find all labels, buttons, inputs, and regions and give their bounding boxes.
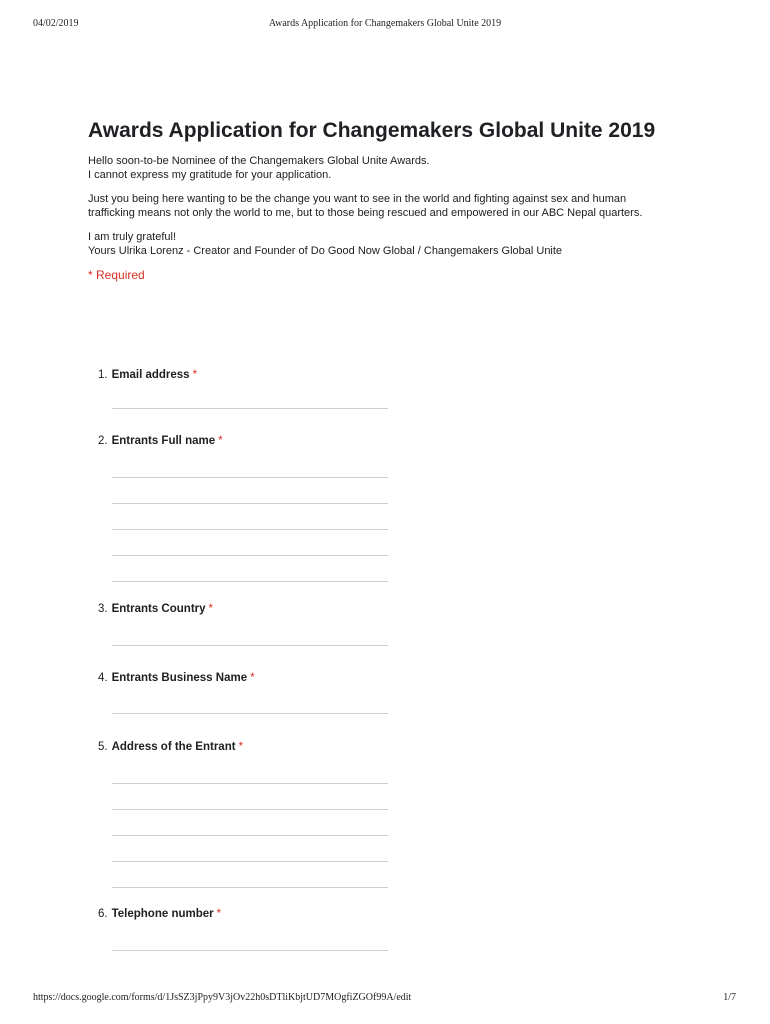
question-number: 4. — [98, 672, 108, 684]
country-input[interactable] — [112, 645, 388, 646]
telephone-input[interactable] — [112, 950, 388, 951]
question-text: Telephone number — [111, 908, 214, 920]
business-name-input[interactable] — [112, 713, 388, 714]
question-text: Entrants Country — [111, 603, 206, 615]
required-star: * — [218, 435, 223, 447]
print-title: Awards Application for Changemakers Global Unite 2019 — [268, 18, 502, 29]
required-star: * — [192, 369, 198, 381]
question-number: 6. — [98, 908, 108, 920]
full-name-textarea-line[interactable] — [112, 477, 388, 478]
form-header — [88, 118, 663, 282]
required-star: * — [208, 603, 213, 615]
description-paragraph: Just you being here wanting to be the change you want to see in the world and fighting against sex and human trafficking means not only the world to me, but to those being rescued and empowered in our ABC Nepal quarters. — [88, 193, 643, 219]
address-textarea-line[interactable] — [112, 809, 388, 810]
address-textarea-line[interactable] — [112, 835, 388, 836]
question-email — [98, 369, 398, 381]
page-number: 1/7 — [723, 992, 736, 1003]
question-label — [98, 603, 398, 615]
description-paragraph: I am truly grateful! Yours Ulrika Lorenz - Creator and Founder of Do Good Now Global / Changemakers Global Unite — [88, 231, 563, 257]
description-paragraph: Hello soon-to-be Nominee of the Changemakers Global Unite Awards. I cannot express my gratitude for your application. — [88, 155, 430, 181]
question-number: 2. — [98, 435, 108, 447]
required-note: * Required — [88, 268, 145, 282]
question-label — [98, 908, 398, 920]
address-textarea-line[interactable] — [112, 783, 388, 784]
question-label — [98, 672, 398, 684]
address-textarea-line[interactable] — [112, 861, 388, 862]
form-description — [88, 154, 663, 258]
question-number: 5. — [98, 741, 108, 753]
question-number: 1. — [98, 369, 108, 381]
question-full-name — [98, 435, 398, 447]
full-name-textarea-line[interactable] — [112, 581, 388, 582]
required-star: * — [216, 908, 222, 920]
email-input[interactable] — [112, 408, 388, 409]
question-label — [98, 741, 398, 753]
form-title: Awards Application for Changemakers Global Unite 2019 — [88, 119, 656, 142]
question-country — [98, 603, 398, 615]
question-number: 3. — [98, 603, 108, 615]
required-star: * — [238, 741, 244, 753]
question-label — [98, 369, 398, 381]
print-url: https://docs.google.com/forms/d/1JsSZ3jPpy9V3jOv22h0sDTliKbjtUD7MOgfiZGOf99A/edit — [33, 992, 412, 1003]
full-name-textarea-line[interactable] — [112, 555, 388, 556]
full-name-textarea-line[interactable] — [112, 503, 388, 504]
question-label — [98, 435, 398, 447]
question-text: Email address — [111, 369, 190, 381]
question-business-name — [98, 672, 398, 684]
required-star: * — [250, 672, 255, 684]
question-telephone — [98, 908, 398, 920]
full-name-textarea-line[interactable] — [112, 529, 388, 530]
question-address — [98, 741, 398, 753]
question-text: Entrants Business Name — [111, 672, 248, 684]
question-text: Address of the Entrant — [111, 741, 236, 753]
question-text: Entrants Full name — [111, 435, 216, 447]
address-textarea-line[interactable] — [112, 887, 388, 888]
print-date: 04/02/2019 — [33, 18, 79, 29]
